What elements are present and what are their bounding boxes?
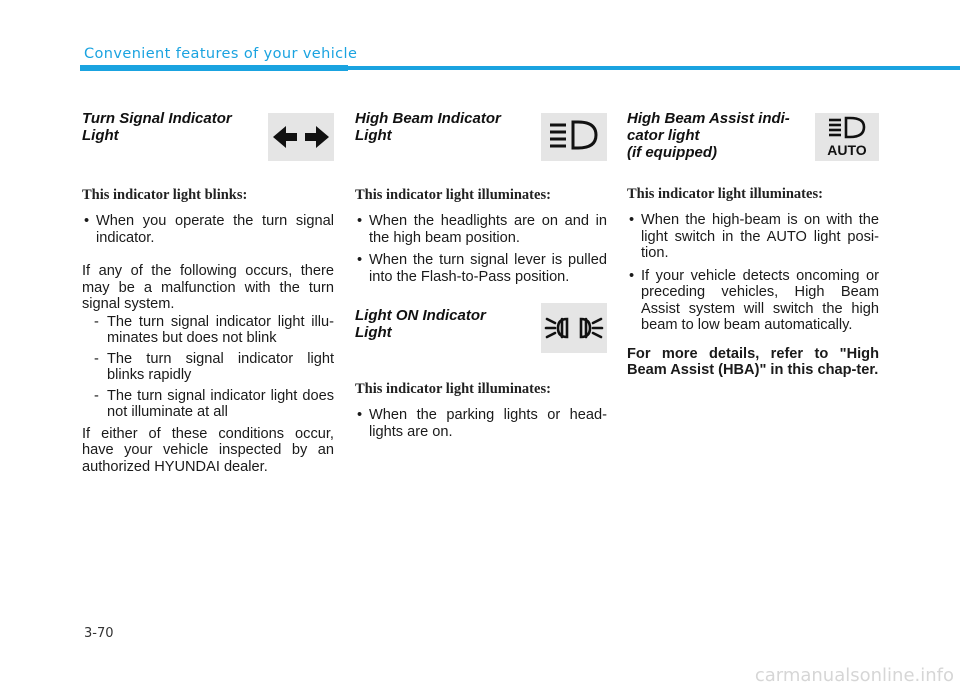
column-high-beam-assist (627, 110, 879, 379)
list-item: • When the parking lights or head-lights are on. (355, 407, 607, 440)
list-item: - The turn signal indicator light illu-minates but does not blink (92, 314, 334, 347)
high-beam-heading (355, 110, 607, 162)
light-on-subtitle: This indicator light illuminates: (355, 381, 551, 397)
page-number: 3-70 (84, 626, 114, 641)
turn-signal-malfunctions (82, 314, 334, 421)
list-item: • When you operate the turn signal indicator. (82, 213, 334, 246)
section-title: Convenient features of your vehicle (84, 46, 358, 62)
list-item: - The turn signal indicator light does not illuminate at all (92, 388, 334, 421)
turn-signal-arrows-icon (273, 124, 329, 150)
high-beam-icon (546, 117, 602, 157)
high-beam-auto-icon (819, 115, 875, 159)
light-on-bullets (355, 407, 607, 440)
light-on-heading (355, 307, 607, 359)
list-item: - The turn signal indicator light blinks rapidly (92, 351, 334, 384)
list-item: • If your vehicle detects oncoming or preceding vehicles, High Beam Assist system will switch the high beam to low beam automatically. (627, 268, 879, 334)
list-item: • When the headlights are on and in the high beam position. (355, 213, 607, 246)
parking-lights-icon (544, 308, 604, 348)
header-rule (80, 66, 960, 70)
list-item: • When the high-beam is on with the light switch in the AUTO light posi-tion. (627, 212, 879, 262)
light-on-icon-box (541, 303, 607, 353)
hba-subtitle: This indicator light illuminates: (627, 186, 823, 202)
column-turn-signal (82, 110, 334, 475)
hba-heading (627, 110, 879, 180)
turn-signal-outro: If either of these conditions occur, have your vehicle inspected by an authorized HYUNDAI dealer. (82, 425, 334, 475)
hba-bullets (627, 212, 879, 334)
list-item: • When the turn signal lever is pulled into the Flash-to-Pass position. (355, 252, 607, 285)
watermark: carmanualsonline.info (754, 665, 954, 686)
turn-signal-heading (82, 110, 334, 162)
high-beam-subtitle: This indicator light illuminates: (355, 187, 551, 203)
hba-note: For more details, refer to "High Beam Assist (HBA)" in this chap-ter. (627, 345, 879, 378)
turn-signal-icon-box (268, 113, 334, 161)
column-high-beam (355, 110, 607, 446)
turn-signal-bullets (82, 213, 334, 246)
turn-signal-title: Turn Signal Indicator Light (82, 110, 232, 144)
light-on-title: Light ON Indicator Light (355, 307, 486, 341)
hba-icon-label: AUTO (827, 142, 867, 158)
turn-signal-intro: If any of the following occurs, there may be a malfunction with the turn signal system. (82, 263, 334, 312)
high-beam-bullets (355, 213, 607, 285)
turn-signal-subtitle: This indicator light blinks: (82, 187, 248, 203)
high-beam-title: High Beam Indicator Light (355, 110, 501, 144)
hba-title: High Beam Assist indi- cator light (if equipped) (627, 110, 790, 161)
hba-icon-box (815, 113, 879, 161)
high-beam-icon-box (541, 113, 607, 161)
